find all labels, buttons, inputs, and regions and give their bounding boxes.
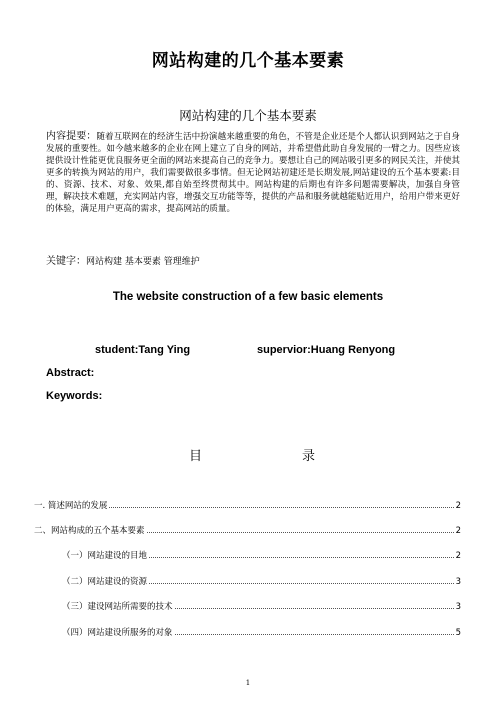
toc-item-page: 2 — [455, 551, 461, 561]
english-title: The website construction of a few basic elements — [112, 291, 384, 303]
abstract-label: 内容提要： — [46, 131, 97, 142]
student-name: student:Tang Ying — [95, 344, 191, 356]
toc-item[interactable] — [62, 600, 461, 612]
toc-item-page: 2 — [455, 526, 461, 536]
toc-item[interactable] — [62, 549, 461, 561]
toc-item-page: 3 — [455, 577, 461, 587]
english-keywords-label: Keywords: — [46, 390, 103, 402]
document-title: 网站构建的几个基本要素 — [151, 51, 345, 71]
toc-item[interactable] — [34, 524, 461, 536]
supervisor-name: supervior:Huang Renyong — [257, 344, 396, 356]
toc-dot-leader — [175, 608, 454, 609]
english-abstract-label: Abstract: — [46, 367, 95, 379]
toc-item[interactable] — [62, 626, 461, 638]
toc-dot-leader — [149, 557, 454, 558]
toc-item-page: 5 — [455, 628, 461, 638]
toc-heading-left: 目 — [189, 449, 203, 464]
toc-item-page: 2 — [455, 501, 461, 511]
keywords-line — [46, 252, 200, 267]
document-subtitle: 网站构建的几个基本要素 — [179, 108, 317, 123]
abstract-text: 随着互联网在的经济生活中扮演越来越重要的角色，不管是企业还是个人都认识到网站之于自身发展的重要性。如今越来越多的企业在网上建立了自身的网站，并希望借此助自身发展的一臂之力。因些应该提供设计性能更优良服务更全面的网站来提高自己的竞争力。要想让自己的网站吸引更多的网民关注，并使其更多的转换为网站的用户，我们需要做很多事情。但无论网站初建还是长期发展,网站建设的五个基本要素:目的、资源、技术、对象、效果,都自始至终贯彻其中。网站构建的后期也有许多问题需要解决，加强自身管理，解决技术难题，充实网站内容，增强交互功能等等，提供的产品和服务就越能贴近用户，给用户带来更好的体验，满足用户更高的需求，提高网站的质量。 — [46, 132, 460, 214]
toc-item-label: （四）网站建设所服务的对象 — [62, 628, 173, 638]
toc-item-page: 3 — [455, 602, 461, 612]
keywords-label: 关键字： — [46, 256, 86, 267]
toc-item-label: （三）建设网站所需要的技术 — [62, 602, 173, 612]
toc-dot-leader — [149, 583, 454, 584]
toc-item-label: （二）网站建设的资源 — [62, 577, 148, 587]
toc-item-label: 一. 简述网站的发展 — [34, 501, 108, 511]
toc-item[interactable] — [62, 575, 461, 587]
abstract-paragraph — [46, 131, 460, 215]
toc-dot-leader — [109, 507, 453, 508]
toc-dot-leader — [175, 634, 454, 635]
toc-dot-leader — [147, 532, 454, 533]
toc-item[interactable] — [34, 499, 461, 511]
toc-heading-right: 录 — [302, 449, 316, 464]
toc-item-label: 二、网站构成的五个基本要素 — [34, 526, 145, 536]
keywords-text: 网站构建 基本要素 管理维护 — [86, 257, 200, 267]
page-number: 1 — [245, 679, 251, 687]
toc-item-label: （一）网站建设的目地 — [62, 551, 148, 561]
